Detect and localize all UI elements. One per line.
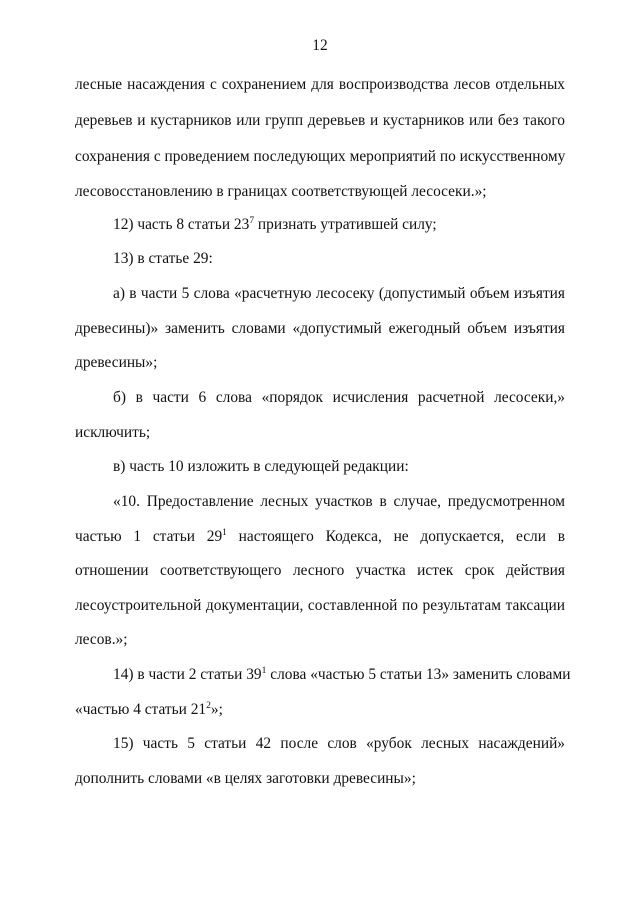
superscript: 1 (222, 528, 227, 538)
text-line (75, 147, 565, 167)
quoted-paragraph (113, 492, 565, 512)
superscript: 7 (249, 216, 255, 226)
text-segment: лесовосстановлению в границах соответствующей лесосеки.»; (75, 183, 487, 200)
text-line (75, 700, 565, 720)
text-segment: сохранения с проведением последующих мероприятий по искусственному (75, 148, 566, 165)
list-item-15 (113, 734, 565, 754)
text-segment: слова «частью 5 статьи 13» заменить словами (266, 666, 571, 683)
text-segment: лесоустроительной документации, составленной по результатам таксации (75, 597, 565, 614)
text-segment: признать утратившей силу; (254, 216, 437, 233)
text-segment: 15) часть 5 статьи 42 после слов «рубок лесных насаждений» (113, 735, 565, 752)
text-segment: исключить; (75, 424, 151, 441)
text-line (75, 182, 565, 202)
text-segment: 13) в статье 29: (113, 250, 213, 267)
text-segment: «частью 4 статьи 21 (75, 701, 207, 718)
text-segment: дополнить словами «в целях заготовки древесины»; (75, 770, 416, 787)
text-segment: 12) часть 8 статьи 23 (113, 216, 250, 233)
text-segment: »; (210, 701, 223, 718)
text-line (75, 527, 565, 547)
text-line (75, 769, 565, 789)
text-segment: частью 1 статьи 29 (75, 528, 223, 545)
superscript: 1 (261, 666, 267, 676)
text-segment: настоящего Кодекса, не допускается, если в (226, 528, 565, 545)
text-segment: лесные насаждения с сохранением для воспроизводства лесов отдельных (75, 76, 565, 93)
text-segment: древесины»; (75, 354, 158, 371)
text-segment: отношении соответствующего лесного участка истек срок действия (75, 562, 565, 579)
text-segment: в) часть 10 изложить в следующей редакции: (113, 458, 409, 475)
text-segment: древесины)» заменить словами «допустимый ежегодный объем изъятия (75, 320, 565, 337)
text-line (75, 596, 565, 616)
text-segment: а) в части 5 слова «расчетную лесосеку (допустимый объем изъятия (113, 285, 565, 302)
text-segment: 14) в части 2 статьи 39 (113, 666, 262, 683)
superscript: 2 (206, 701, 211, 711)
text-line (75, 353, 565, 373)
list-item-12 (113, 215, 565, 235)
text-segment: деревьев и кустарников или групп деревьев и кустарников или без такого (75, 112, 565, 129)
text-segment: лесов.»; (75, 631, 128, 648)
text-line (75, 561, 565, 581)
text-line (75, 111, 565, 131)
subitem-v (113, 457, 565, 477)
list-item-14 (113, 665, 571, 685)
page-number: 12 (312, 37, 328, 54)
list-item-13 (113, 249, 565, 269)
text-line (75, 630, 565, 650)
text-line (75, 423, 565, 443)
text-segment: б) в части 6 слова «порядок исчисления расчетной лесосеки,» (113, 389, 565, 406)
text-line (75, 319, 565, 339)
text-segment: «10. Предоставление лесных участков в случае, предусмотренном (113, 493, 565, 510)
subitem-b (113, 388, 565, 408)
subitem-a (113, 284, 565, 304)
text-line (75, 75, 565, 95)
